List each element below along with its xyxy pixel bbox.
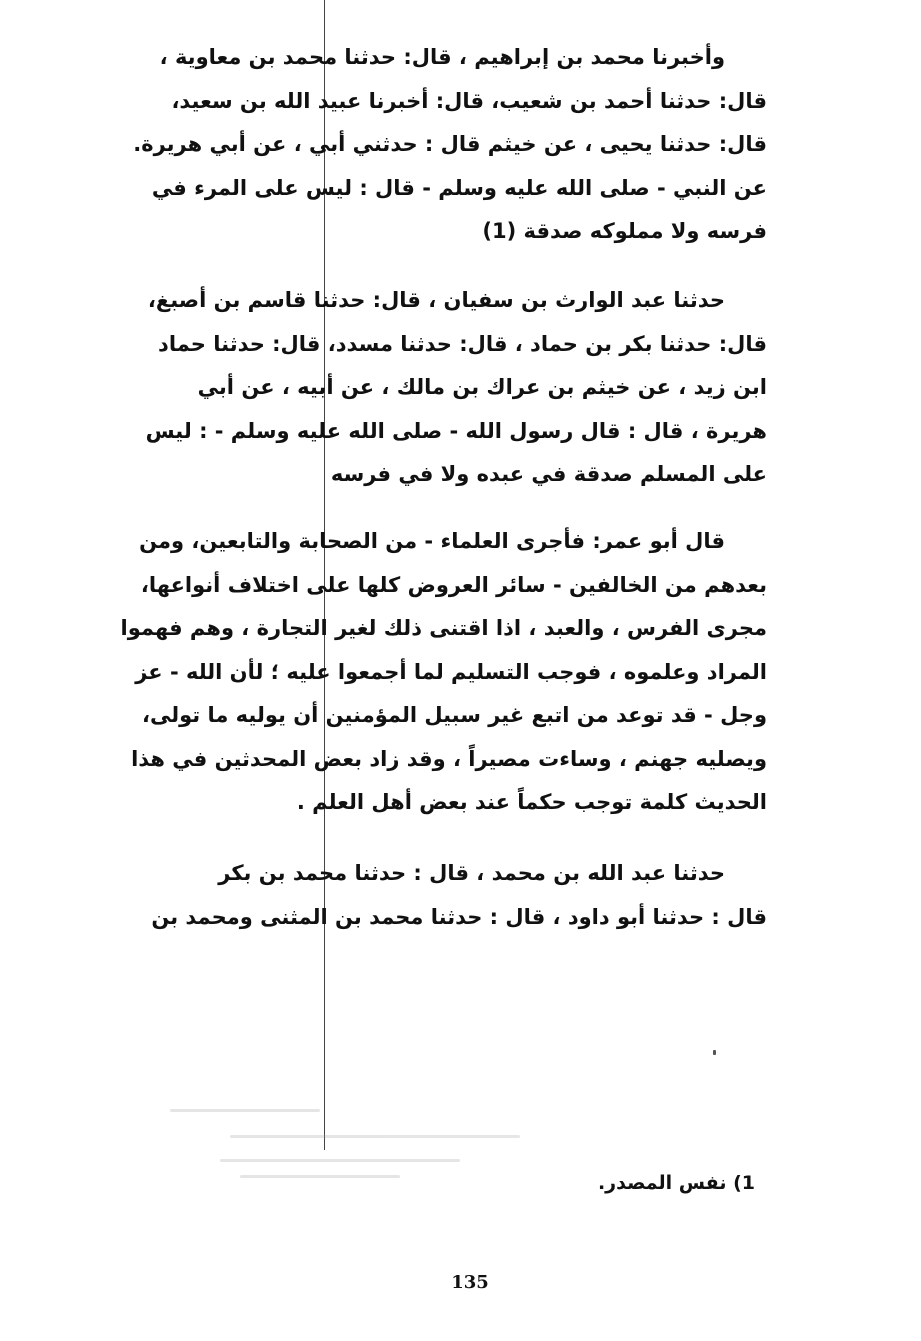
text-line: حدثنا عبد الله بن محمد ، قال : حدثنا محمد بن بكر: [218, 861, 725, 885]
text-line: هريرة ، قال : قال رسول الله - صلى الله عليه وسلم - : ليس: [145, 418, 767, 443]
text-line: قال : حدثنا أبو داود ، قال : حدثنا محمد بن المثنى ومحمد بن: [151, 904, 767, 929]
paragraph-3: [120, 520, 767, 825]
text-line: الحديث كلمة توجب حكماً عند بعض أهل العلم .: [296, 790, 767, 814]
text-line: قال: حدثنا يحيى ، عن خيثم قال : حدثني أبي ، عن أبي هريرة.: [133, 132, 767, 156]
text-line: فرسه ولا مملوكه صدقة (1): [482, 219, 767, 243]
paragraph-4: [151, 852, 767, 939]
bleed-through-smudge: [170, 1105, 530, 1185]
paragraph-2: [145, 279, 767, 497]
text-line: بعدهم من الخالفين - سائر العروض كلها على اختلاف أنواعها،: [140, 572, 767, 597]
paragraph-1: [133, 36, 767, 254]
text-line: وأخبرنا محمد بن إبراهيم ، قال: حدثنا محمد بن معاوية ،: [159, 45, 725, 69]
text-line: قال: حدثنا بكر بن حماد ، قال: حدثنا مسدد، قال: حدثنا حماد: [158, 331, 767, 356]
text-line: على المسلم صدقة في عبده ولا في فرسه: [330, 462, 767, 486]
text-line: ويصليه جهنم ، وساءت مصيراً ، وقد زاد بعض المحدثين في هذا: [131, 746, 767, 771]
text-line: ابن زيد ، عن خيثم بن عراك بن مالك ، عن أبيه ، عن أبي: [197, 375, 767, 399]
footnote: 1) نفس المصدر.: [597, 1172, 755, 1194]
text-line: عن النبي - صلى الله عليه وسلم - قال : ليس على المرء في: [151, 175, 767, 200]
text-line: قال: حدثنا أحمد بن شعيب، قال: أخبرنا عبيد الله بن سعيد،: [171, 88, 767, 113]
page-number: 135: [451, 1272, 489, 1293]
text-line: وجل - قد توعد من اتبع غير سبيل المؤمنين أن يوليه ما تولى،: [142, 703, 767, 727]
text-line: قال أبو عمر: فأجرى العلماء - من الصحابة والتابعين، ومن: [139, 529, 725, 553]
text-line: حدثنا عبد الوارث بن سفيان ، قال: حدثنا قاسم بن أصبغ،: [147, 288, 725, 312]
scan-speck: [713, 1050, 716, 1055]
text-line: مجرى الفرس ، والعبد ، اذا اقتنى ذلك لغير التجارة ، وهم فهموا: [120, 616, 767, 640]
text-line: المراد وعلموه ، فوجب التسليم لما أجمعوا عليه ؛ لأن الله - عز: [135, 659, 767, 684]
